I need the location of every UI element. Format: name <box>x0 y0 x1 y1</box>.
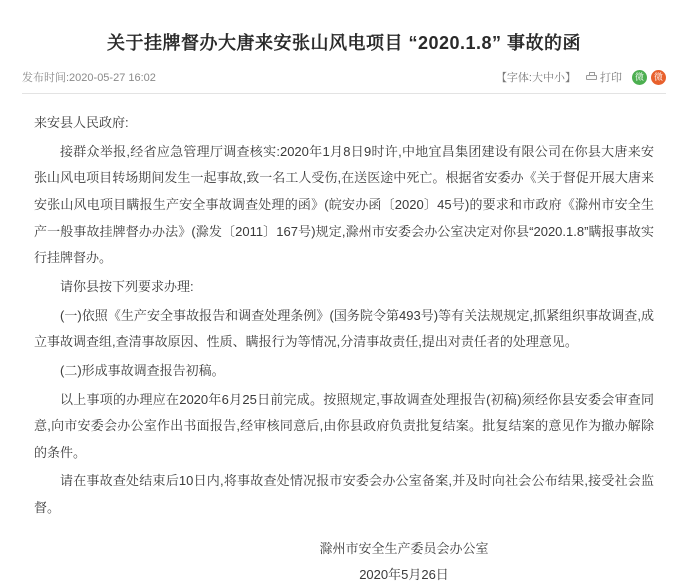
body-paragraph: 接群众举报,经省应急管理厅调查核实:2020年1月8日9时许,中地宜昌集团建设有限公司在你县大唐来安张山风电项目转场期间发生一起事故,致一名工人受伤,在送医途中死亡。根据省安委办《关于督促开展大唐来安张山风电项目瞒报生产安全事故调查处理的函》(皖安办函〔2020〕45号)的要求和市政府《滁州市安全生产一般事故挂牌督办办法》(滁发〔2011〕167号)规定,滁州市安委会办公室决定对你县“2020.1.8”瞒报事故实行挂牌督办。 <box>34 143 654 266</box>
body-paragraph: 请在事故查处结束后10日内,将事故查处情况报市安委会办公室备案,并及时向社会公布结果,接受社会监督。 <box>34 473 654 516</box>
font-size-large[interactable]: 大 <box>532 72 543 85</box>
printer-icon <box>586 72 597 82</box>
font-size-medium[interactable]: 中 <box>543 72 554 85</box>
document-page <box>0 12 688 582</box>
document-body <box>0 94 688 522</box>
wechat-share-icon[interactable]: 微 <box>632 70 647 85</box>
print-button[interactable] <box>586 69 622 85</box>
signature-block <box>0 536 688 588</box>
meta-actions <box>496 69 666 85</box>
signature-organization: 滁州市安全生产委员会办公室 <box>319 540 489 556</box>
page-title: 关于挂牌督办大唐来安张山风电项目 “2020.1.8” 事故的函 <box>106 33 582 54</box>
signature-date: 2020年5月26日 <box>359 566 449 582</box>
body-paragraph: (二)形成事故调查报告初稿。 <box>60 362 225 378</box>
font-size-small[interactable]: 小 <box>554 72 565 85</box>
font-size-control <box>496 69 576 85</box>
font-size-prefix: 【字体: <box>495 72 532 85</box>
font-size-suffix: 】 <box>565 72 576 85</box>
publish-time: 发布时间:2020-05-27 16:02 <box>22 72 156 85</box>
meta-bar <box>22 69 666 94</box>
body-paragraph: (一)依照《生产安全事故报告和调查处理条例》(国务院令第493号)等有关法规规定,抓紧组织事故调查,成立事故调查组,查清事故原因、性质、瞒报行为等情况,分清事故责任,提出对责任者的处理意见。 <box>34 307 654 350</box>
print-label: 打印 <box>600 72 622 85</box>
body-paragraph: 以上事项的办理应在2020年6月25日前完成。按照规定,事故调查处理报告(初稿)须经你县安委会审查同意,向市安委会办公室作出书面报告,经审核同意后,由你县政府负责批复结案。批复结案的意见作为撤办解除的条件。 <box>34 391 654 460</box>
share-icons <box>632 70 666 85</box>
weibo-share-icon[interactable]: 微 <box>651 70 666 85</box>
body-paragraph: 请你县按下列要求办理: <box>60 278 194 294</box>
salutation: 来安县人民政府: <box>34 115 129 131</box>
